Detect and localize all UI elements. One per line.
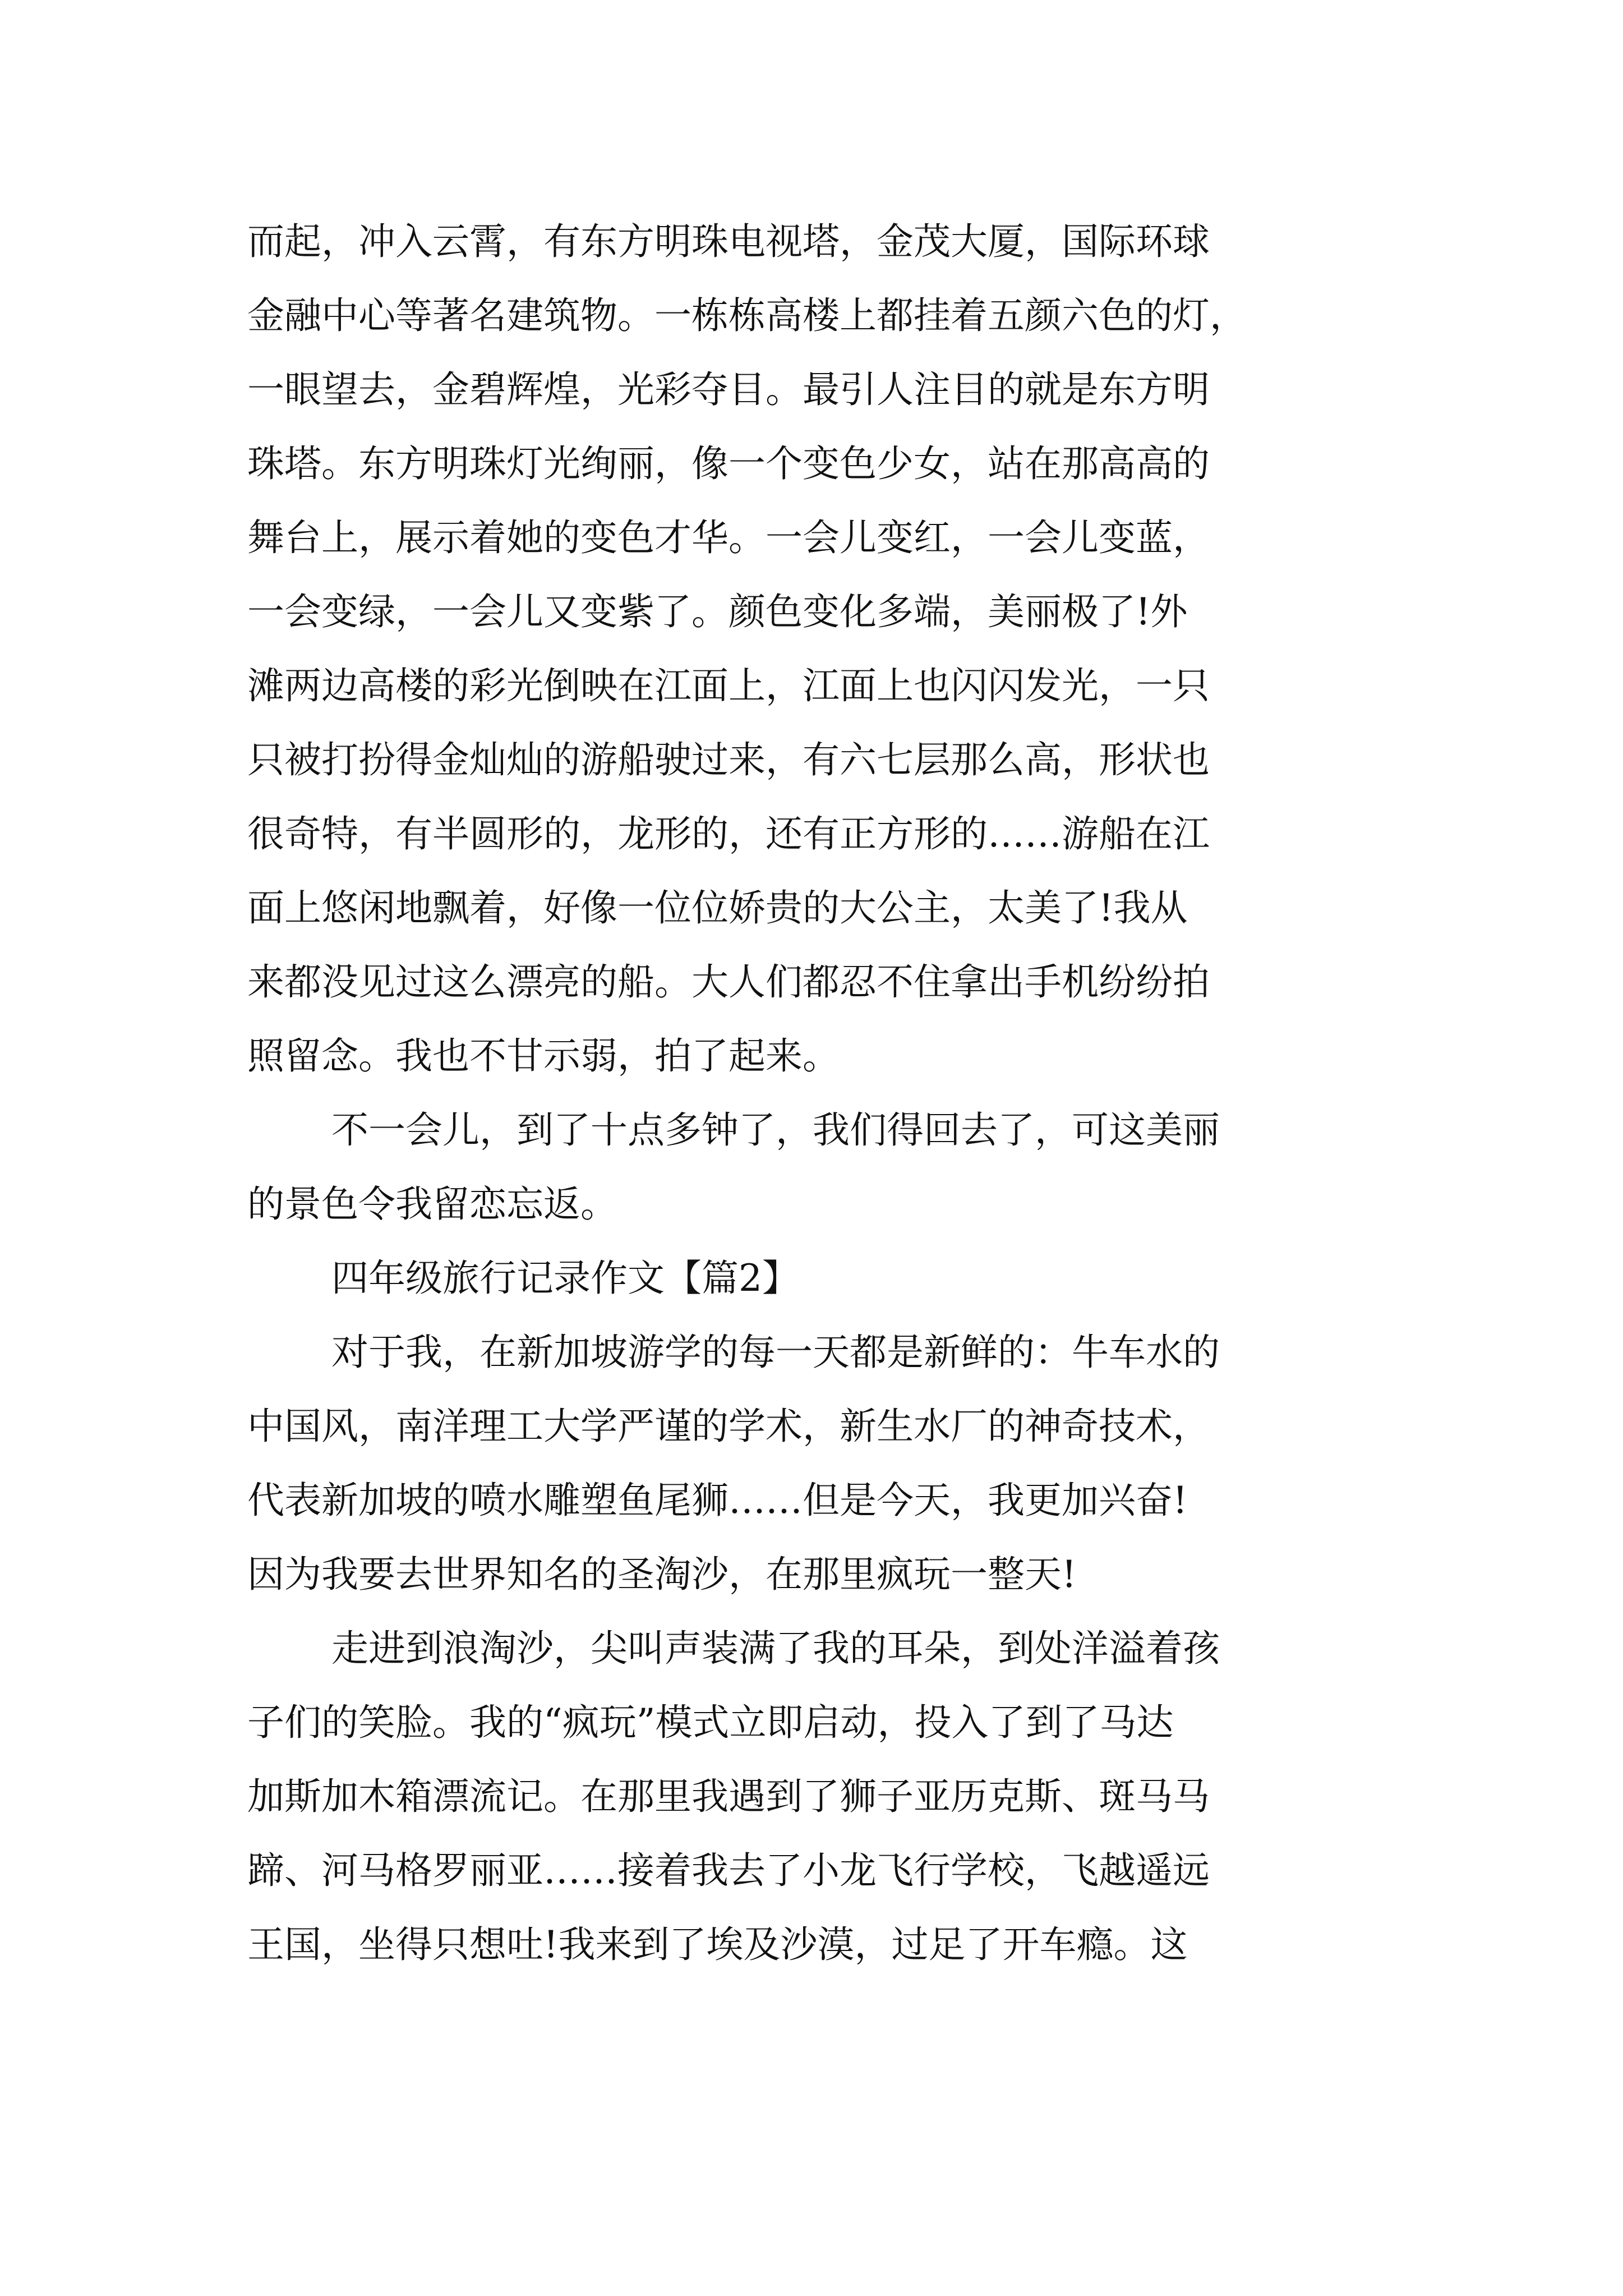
text-line: 来都没见过这么漂亮的船。大人们都忍不住拿出手机纷纷拍 bbox=[247, 960, 1210, 1004]
text-line: 照留念。我也不甘示弱，拍了起来。 bbox=[247, 1034, 840, 1078]
paragraph-first-line: 走进到浪淘沙，尖叫声装满了我的耳朵，到处洋溢着孩 bbox=[331, 1627, 1220, 1670]
text-line: 金融中心等著名建筑物。一栋栋高楼上都挂着五颜六色的灯， bbox=[247, 294, 1247, 337]
text-line: 代表新加坡的喷水雕塑鱼尾狮……但是今天，我更加兴奋! bbox=[247, 1479, 1188, 1522]
paragraph-first-line: 对于我，在新加坡游学的每一天都是新鲜的：牛车水的 bbox=[331, 1331, 1220, 1374]
text-line: 面上悠闲地飘着，好像一位位娇贵的大公主，太美了!我从 bbox=[247, 886, 1188, 930]
text-line: 而起，冲入云霄，有东方明珠电视塔，金茂大厦，国际环球 bbox=[247, 220, 1210, 263]
paragraph-first-line: 不一会儿，到了十点多钟了，我们得回去了，可这美丽 bbox=[331, 1108, 1220, 1152]
section-heading: 四年级旅行记录作文【篇2】 bbox=[331, 1257, 799, 1300]
text-line: 很奇特，有半圆形的，龙形的，还有正方形的……游船在江 bbox=[247, 812, 1210, 855]
text-line: 只被打扮得金灿灿的游船驶过来，有六七层那么高，形状也 bbox=[247, 738, 1210, 781]
text-line: 滩两边高楼的彩光倒映在江面上，江面上也闪闪发光，一只 bbox=[247, 664, 1210, 707]
text-line: 中国风，南洋理工大学严谨的学术，新生水厂的神奇技术， bbox=[247, 1405, 1210, 1448]
text-line: 子们的笑脸。我的“疯玩”模式立即启动，投入了到了马达 bbox=[247, 1701, 1174, 1744]
text-line: 加斯加木箱漂流记。在那里我遇到了狮子亚历克斯、斑马马 bbox=[247, 1775, 1210, 1818]
text-line: 珠塔。东方明珠灯光绚丽，像一个变色少女，站在那高高的 bbox=[247, 442, 1210, 485]
document-body bbox=[247, 205, 1391, 1982]
text-line: 一眼望去，金碧辉煌，光彩夺目。最引人注目的就是东方明 bbox=[247, 368, 1210, 411]
text-line: 舞台上，展示着她的变色才华。一会儿变红，一会儿变蓝， bbox=[247, 516, 1210, 559]
text-line: 蹄、河马格罗丽亚……接着我去了小龙飞行学校，飞越遥远 bbox=[247, 1849, 1210, 1892]
text-line: 因为我要去世界知名的圣淘沙，在那里疯玩一整天! bbox=[247, 1553, 1077, 1596]
text-line: 的景色令我留恋忘返。 bbox=[247, 1182, 617, 1226]
text-line: 王国，坐得只想吐!我来到了埃及沙漠，过足了开车瘾。这 bbox=[247, 1923, 1188, 1966]
text-line: 一会变绿，一会儿又变紫了。颜色变化多端，美丽极了!外 bbox=[247, 590, 1188, 633]
